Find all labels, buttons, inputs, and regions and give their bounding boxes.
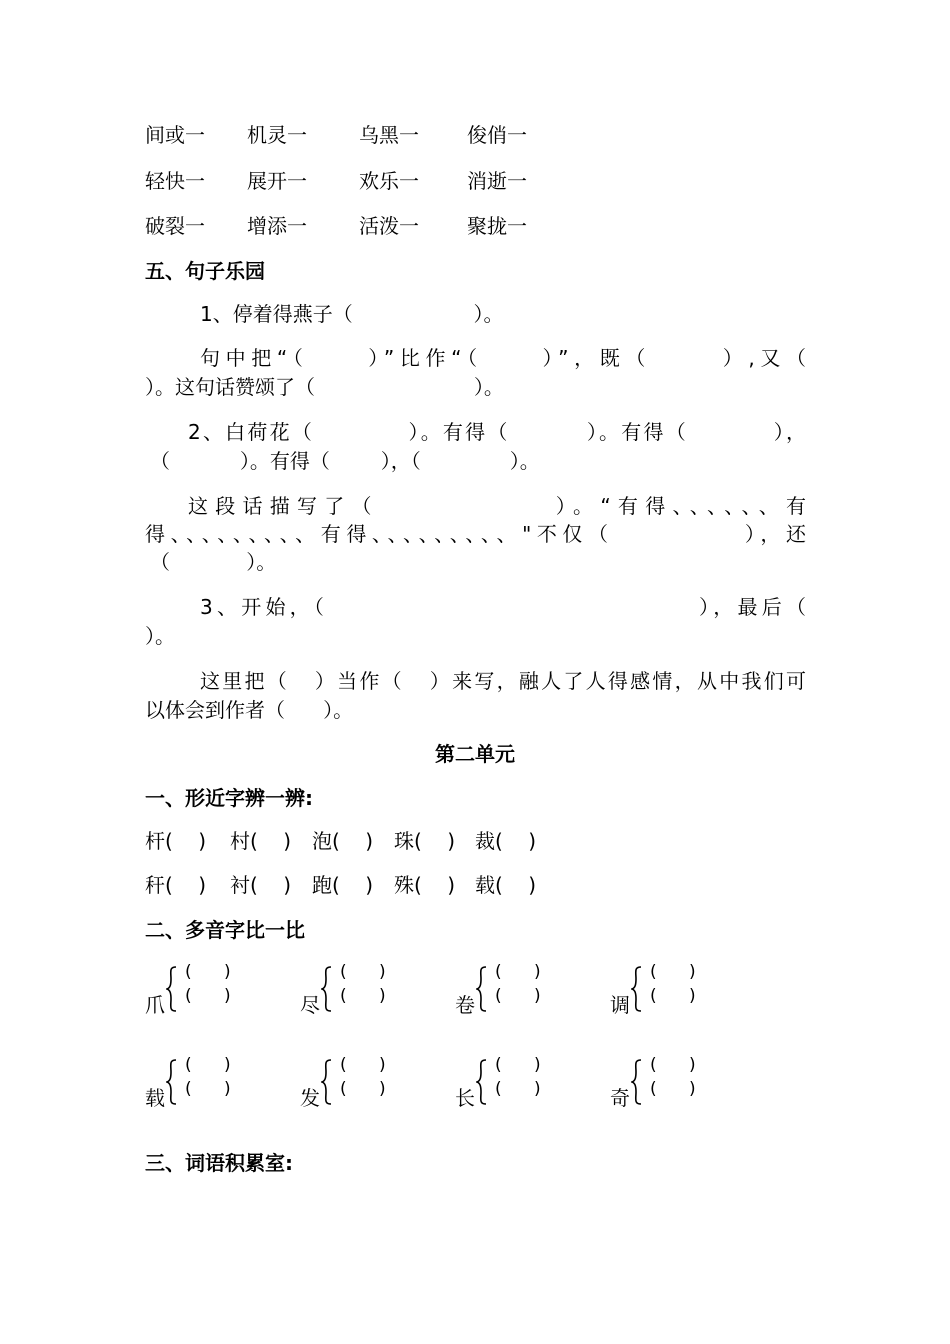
pinyin-blank[interactable]: ( ) — [185, 962, 231, 982]
word-item: 聚拢一 — [467, 214, 527, 238]
pinyin-blank[interactable]: ( ) — [495, 962, 541, 982]
section-heading: 二、多音字比一比 — [145, 918, 305, 942]
char-blank: 殊( ) — [394, 873, 456, 897]
word-item: 乌黑一 — [359, 123, 419, 147]
polyphone-char: 调 — [610, 993, 630, 1017]
answer-line: 这里把（ ）当作（ ）来写，融人了人得感情，从中我们可 — [200, 669, 806, 693]
char-blank: 泡( ) — [312, 829, 374, 853]
brace-icon — [321, 1059, 333, 1105]
pinyin-blank[interactable]: ( ) — [185, 986, 231, 1006]
word-item: 机灵一 — [247, 123, 307, 147]
pinyin-blank[interactable]: ( ) — [340, 1055, 386, 1075]
polyphone-char: 载 — [145, 1086, 165, 1110]
char-blank: 秆( ) — [145, 873, 207, 897]
pinyin-blank[interactable]: ( ) — [495, 1079, 541, 1099]
pinyin-blank[interactable]: ( ) — [340, 1079, 386, 1099]
question-line: ）。 — [145, 624, 175, 648]
char-blank: 载( ) — [475, 873, 537, 897]
char-blank: 裁( ) — [475, 829, 537, 853]
polyphone-char: 尽 — [300, 993, 320, 1017]
answer-line: 以体会到作者（ ）。 — [145, 698, 354, 722]
pinyin-blank[interactable]: ( ) — [650, 1055, 696, 1075]
answer-line: ）。这句话赞颂了（ ）。 — [145, 375, 504, 399]
char-blank: 杆( ) — [145, 829, 207, 853]
word-item: 破裂一 — [145, 214, 205, 238]
pinyin-blank[interactable]: ( ) — [495, 1055, 541, 1075]
word-item: 增添一 — [247, 214, 307, 238]
pinyin-blank[interactable]: ( ) — [650, 1079, 696, 1099]
answer-line: （ ）。 — [150, 550, 277, 574]
question-line: （ ）。有得（ ），（ ）。 — [150, 449, 540, 473]
pinyin-blank[interactable]: ( ) — [495, 986, 541, 1006]
word-item: 欢乐一 — [359, 169, 419, 193]
polyphone-char: 奇 — [610, 1086, 630, 1110]
brace-icon — [166, 1059, 178, 1105]
pinyin-blank[interactable]: ( ) — [340, 962, 386, 982]
pinyin-blank[interactable]: ( ) — [185, 1079, 231, 1099]
polyphone-char: 发 — [300, 1086, 320, 1110]
question-line: 3、开始，（ ），最后（ — [200, 595, 806, 619]
brace-icon — [631, 966, 643, 1012]
answer-line: 得、、、、、、、、、有得、、、、、、、、、"不仅（ ），还 — [145, 522, 806, 546]
section-heading: 三、词语积累室: — [145, 1151, 293, 1175]
question-line: 1、停着得燕子（ ）。 — [200, 302, 504, 326]
char-blank: 衬( ) — [230, 873, 292, 897]
word-item: 俊俏一 — [467, 123, 527, 147]
word-item: 轻快一 — [145, 169, 205, 193]
pinyin-blank[interactable]: ( ) — [185, 1055, 231, 1075]
char-blank: 村( ) — [230, 829, 292, 853]
polyphone-char: 卷 — [455, 993, 475, 1017]
word-item: 消逝一 — [467, 169, 527, 193]
brace-icon — [476, 1059, 488, 1105]
word-item: 活泼一 — [359, 214, 419, 238]
brace-icon — [631, 1059, 643, 1105]
char-blank: 珠( ) — [394, 829, 456, 853]
pinyin-blank[interactable]: ( ) — [340, 986, 386, 1006]
question-line: 2、白荷花（ ）。有得（ ）。有得（ ）， — [188, 420, 806, 444]
brace-icon — [321, 966, 333, 1012]
polyphone-char: 长 — [455, 1086, 475, 1110]
char-blank: 跑( ) — [312, 873, 374, 897]
unit-title: 第二单元 — [435, 742, 515, 766]
word-item: 间或一 — [145, 123, 205, 147]
brace-icon — [476, 966, 488, 1012]
section-heading: 一、形近字辨一辨: — [145, 786, 313, 810]
section-heading: 五、句子乐园 — [145, 259, 265, 283]
pinyin-blank[interactable]: ( ) — [650, 962, 696, 982]
word-item: 展开一 — [247, 169, 307, 193]
answer-line: 句中把“（ ）”比作“（ ）”，既（ ）,又（ — [200, 346, 806, 370]
answer-line: 这段话描写了（ ）。“有得、、、、、、有 — [188, 494, 806, 518]
polyphone-char: 爪 — [145, 993, 165, 1017]
brace-icon — [166, 966, 178, 1012]
pinyin-blank[interactable]: ( ) — [650, 986, 696, 1006]
